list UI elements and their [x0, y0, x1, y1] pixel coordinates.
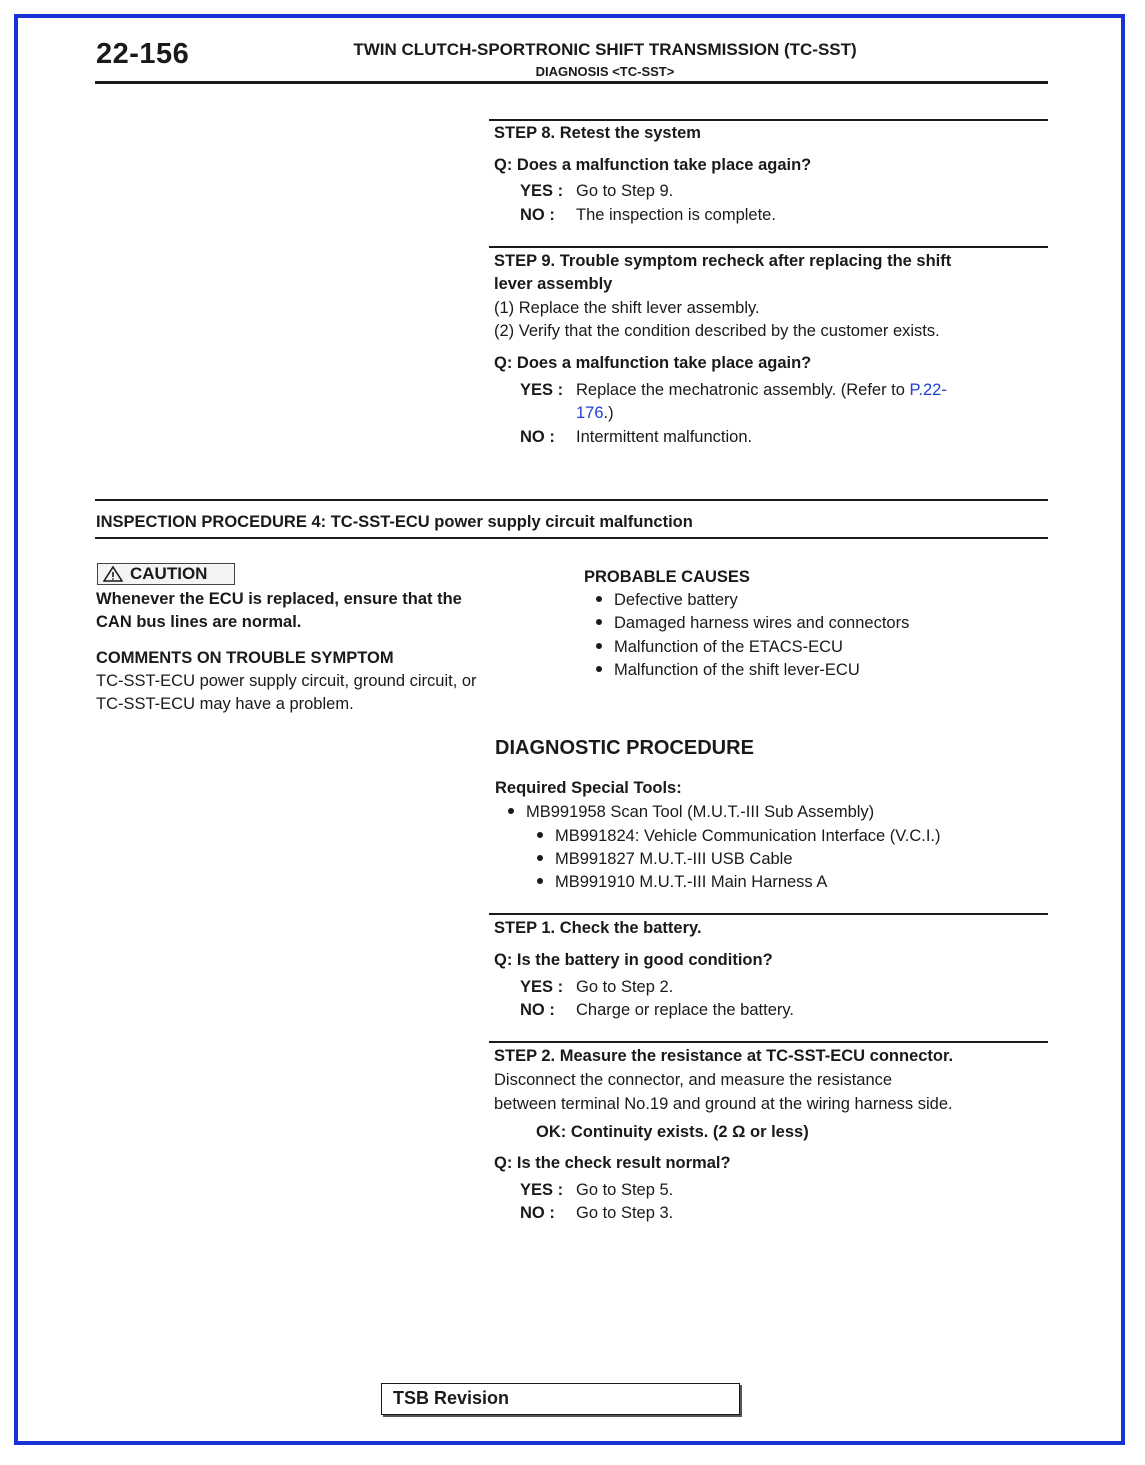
tsb-revision-label: TSB Revision	[393, 1388, 510, 1408]
step2-yes-label: YES :	[520, 1181, 564, 1199]
step9-yes-text: Replace the mechatronic assembly. (Refer to	[576, 381, 910, 399]
caution-box	[97, 563, 235, 585]
page-title: TWIN CLUTCH-SPORTRONIC SHIFT TRANSMISSION (TC-SST)	[353, 40, 857, 59]
caution-line2: CAN bus lines are normal.	[96, 613, 302, 631]
step2-yes-text: Go to Step 5.	[576, 1181, 674, 1199]
step8-question: Q: Does a malfunction take place again?	[494, 156, 812, 174]
page-border	[14, 14, 1125, 1445]
step2-rule	[489, 1041, 1048, 1043]
bullet-icon	[537, 878, 543, 884]
warning-icon	[103, 566, 123, 582]
tsb-revision-box	[381, 1383, 740, 1415]
step2-line2: between terminal No.19 and ground at the wiring harness side.	[494, 1095, 953, 1113]
step9-yes-label: YES :	[520, 381, 564, 399]
step9-question: Q: Does a malfunction take place again?	[494, 354, 812, 372]
step1-no-text: Charge or replace the battery.	[576, 1001, 794, 1019]
step1-yes-text: Go to Step 2.	[576, 978, 674, 996]
cause-item: Malfunction of the ETACS-ECU	[596, 636, 843, 659]
header-rule	[95, 81, 1048, 84]
step2-title: STEP 2. Measure the resistance at TC-SST-ECU connector.	[494, 1047, 954, 1065]
caution-line1: Whenever the ECU is replaced, ensure that the	[96, 590, 462, 608]
step2-no-label: NO :	[520, 1204, 555, 1222]
page-number: 22-156	[96, 38, 190, 70]
step2-no-text: Go to Step 3.	[576, 1204, 674, 1222]
step9-title-line1: STEP 9. Trouble symptom recheck after replacing the shift	[494, 252, 952, 270]
step9-yes-line	[576, 379, 947, 402]
step9-item1: (1) Replace the shift lever assembly.	[494, 299, 760, 317]
bullet-icon	[596, 619, 602, 625]
step2-question: Q: Is the check result normal?	[494, 1154, 731, 1172]
diagnostic-title: DIAGNOSTIC PROCEDURE	[495, 737, 754, 759]
tool-main: MB991958 Scan Tool (M.U.T.-III Sub Assembly)	[508, 801, 874, 824]
step8-title: STEP 8. Retest the system	[494, 124, 701, 142]
procedure-rule-top	[95, 499, 1048, 501]
tool-sub: MB991827 M.U.T.-III USB Cable	[537, 848, 793, 871]
step1-no-label: NO :	[520, 1001, 555, 1019]
procedure-rule-bottom	[95, 537, 1048, 539]
page-subtitle: DIAGNOSIS <TC-SST>	[535, 64, 675, 79]
bullet-icon	[508, 808, 514, 814]
step9-title-line2: lever assembly	[494, 275, 613, 293]
bullet-icon	[537, 855, 543, 861]
step9-ref-link-cont[interactable]: 176	[576, 404, 604, 422]
comments-line2: TC-SST-ECU may have a problem.	[96, 695, 354, 713]
tool-sub: MB991824: Vehicle Communication Interface (V.C.I.)	[537, 825, 941, 848]
step8-yes-label: YES :	[520, 182, 564, 200]
step1-rule	[489, 913, 1048, 915]
step9-no-text: Intermittent malfunction.	[576, 428, 753, 446]
step8-rule	[489, 119, 1048, 121]
step8-no-text: The inspection is complete.	[576, 206, 776, 224]
cause-item: Defective battery	[596, 589, 738, 612]
step9-yes-line2	[576, 402, 614, 425]
procedure-title: INSPECTION PROCEDURE 4: TC-SST-ECU power supply circuit malfunction	[96, 513, 693, 531]
step8-no-label: NO :	[520, 206, 555, 224]
comments-line1: TC-SST-ECU power supply circuit, ground circuit, or	[96, 672, 477, 690]
bullet-icon	[596, 596, 602, 602]
caution-label: CAUTION	[130, 564, 208, 583]
bullet-icon	[537, 832, 543, 838]
step1-question: Q: Is the battery in good condition?	[494, 951, 773, 969]
comments-title: COMMENTS ON TROUBLE SYMPTOM	[96, 649, 394, 667]
step9-ref-link[interactable]: P.22-	[909, 381, 947, 399]
step9-no-label: NO :	[520, 428, 555, 446]
step9-item2: (2) Verify that the condition described by the customer exists.	[494, 322, 940, 340]
step2-line1: Disconnect the connector, and measure the resistance	[494, 1071, 893, 1089]
step1-yes-label: YES :	[520, 978, 564, 996]
step8-yes-text: Go to Step 9.	[576, 182, 674, 200]
step2-ok: OK: Continuity exists. (2 Ω or less)	[536, 1123, 809, 1141]
step9-yes-end: .)	[603, 404, 614, 422]
bullet-icon	[596, 666, 602, 672]
step9-rule	[489, 246, 1048, 248]
cause-item: Damaged harness wires and connectors	[596, 612, 909, 635]
tool-sub: MB991910 M.U.T.-III Main Harness A	[537, 871, 827, 894]
tools-title: Required Special Tools:	[495, 779, 682, 797]
bullet-icon	[596, 643, 602, 649]
causes-title: PROBABLE CAUSES	[584, 568, 750, 586]
cause-item: Malfunction of the shift lever-ECU	[596, 659, 860, 682]
step1-title: STEP 1. Check the battery.	[494, 919, 702, 937]
